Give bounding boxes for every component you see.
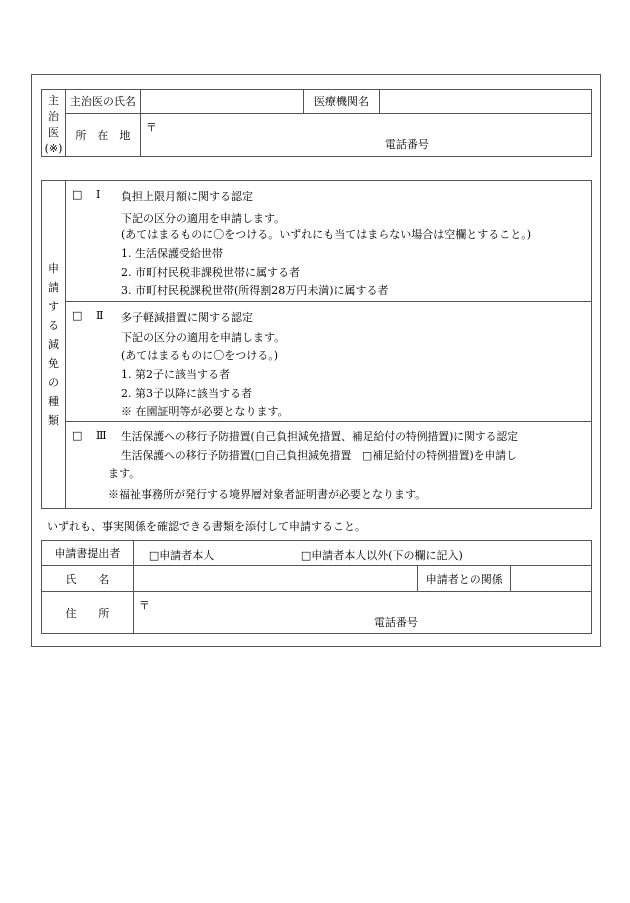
- section3-checkbox[interactable]: □: [71, 429, 83, 442]
- section1-cell: [65, 181, 591, 302]
- section3-title: 生活保護への移行予防措置(自己負担減免措置、補足給付の特例措置)に関する認定: [120, 430, 519, 443]
- section1-item: 1. 生活保護受給世帯: [120, 247, 223, 260]
- physician-side-cell: [42, 90, 66, 157]
- section1-line2: (あてはまるものに〇をつける。いずれにも当てはまらない場合は空欄とすること。): [120, 228, 532, 241]
- submitter-phone-label: 電話番号: [373, 616, 418, 629]
- section3-note: ※福祉事務所が発行する境界層対象者証明書が必要となります。: [107, 488, 427, 501]
- physician-table: [41, 89, 592, 157]
- institution-field[interactable]: [380, 90, 592, 114]
- section2-number: Ⅱ: [95, 309, 104, 322]
- section1-item: 3. 市町村民税課税世帯(所得割28万円未満)に属する者: [120, 284, 389, 297]
- section1-number: Ⅰ: [95, 188, 101, 201]
- submitter-table: [41, 540, 592, 634]
- section1-checkbox[interactable]: □: [71, 188, 83, 201]
- submitter-options: [133, 541, 591, 566]
- submitter-address-label: 住 所: [42, 592, 134, 634]
- reduction-table: [41, 180, 592, 509]
- submitter-postal-mark: 〒: [138, 599, 150, 612]
- institution-label: 医療機関名: [303, 90, 380, 114]
- physician-address-field[interactable]: [140, 113, 591, 156]
- physician-postal-mark: 〒: [145, 120, 157, 134]
- relation-field[interactable]: [511, 566, 592, 592]
- section2-line2: (あてはまるものに〇をつける。): [120, 349, 279, 362]
- section2-title: 多子軽減措置に関する認定: [120, 311, 253, 324]
- relation-label: 申請者との関係: [418, 566, 511, 592]
- submitter-option-self[interactable]: □申請者本人: [148, 549, 215, 562]
- reduction-side-label: 申 請 す る 減 免 の 種 類: [47, 262, 59, 427]
- submitter-name-label: 氏 名: [42, 566, 134, 592]
- section3-line1: 生活保護への移行予防措置(□自己負担減免措置 □補足給付の特例措置)を申請し: [120, 449, 517, 462]
- submitter-address-field[interactable]: [133, 592, 591, 634]
- physician-phone-label: 電話番号: [384, 137, 429, 151]
- section3-line2: ます。: [107, 467, 141, 480]
- section2-cell: [65, 302, 591, 422]
- section3-cell: [65, 422, 591, 509]
- physician-address-label: 所 在 地: [65, 113, 140, 156]
- physician-name-field[interactable]: [140, 90, 303, 114]
- submitter-name-field[interactable]: [133, 566, 417, 592]
- section2-checkbox[interactable]: □: [71, 309, 83, 322]
- submitter-option-other[interactable]: □申請者本人以外(下の欄に記入): [300, 549, 463, 562]
- submitter-label: 申請書提出者: [42, 541, 134, 566]
- notice-text: いずれも、事実関係を確認できる書類を添付して申請すること。: [47, 520, 366, 533]
- physician-side-label: 主 治 医 (※): [44, 94, 63, 155]
- section1-item: 2. 市町村民税非課税世帯に属する者: [120, 266, 300, 279]
- section2-line1: 下記の区分の適用を申請します。: [120, 331, 286, 344]
- section3-number: Ⅲ: [95, 429, 107, 442]
- section1-line1: 下記の区分の適用を申請します。: [120, 212, 286, 225]
- section2-item: 2. 第3子以降に該当する者: [120, 387, 252, 400]
- reduction-side-cell: [42, 181, 66, 509]
- physician-name-label: 主治医の氏名: [65, 90, 140, 114]
- section2-item: 1. 第2子に該当する者: [120, 368, 230, 381]
- section2-note: ※ 在園証明等が必要となります。: [120, 405, 289, 418]
- section1-title: 負担上限月額に関する認定: [120, 190, 253, 203]
